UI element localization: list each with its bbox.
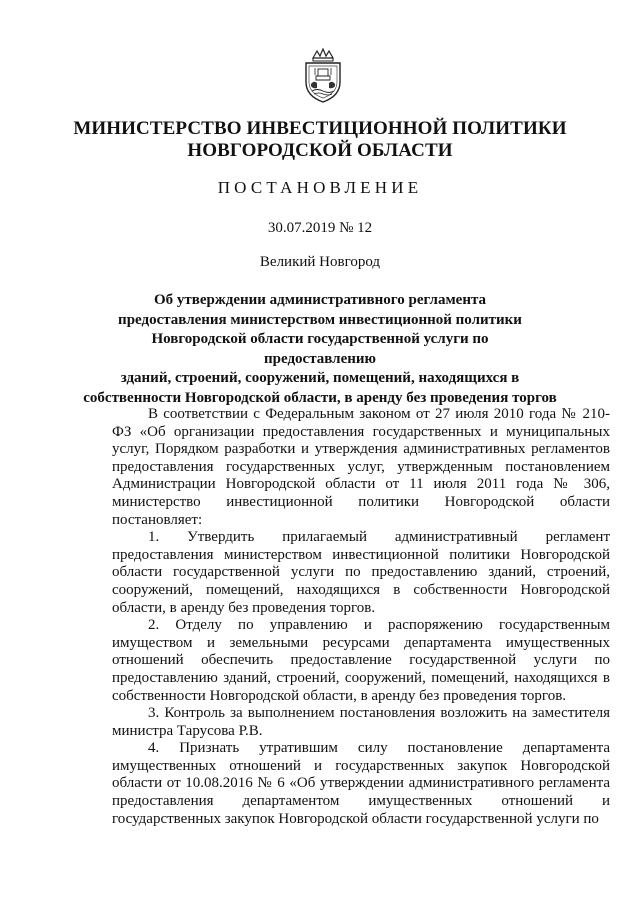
title-line4: зданий, строений, сооружений, помещений, находящихся в — [120, 370, 520, 386]
preamble-paragraph: В соответствии с Федеральным законом от 27 июля 2010 года № 210-ФЗ «Об организации предоставления государственных и муниципальных услуг, Порядком разработки и утверждения административных регламентов предоставления государственных услуг, утвержденным постановлением Администрации Новгородской области от 11 июля 2011 года № 306, министерство инвестиционной политики Новгородской области постановляет: — [112, 406, 610, 528]
ministry-name — [60, 118, 580, 162]
document-type-heading: ПОСТАНОВЛЕНИЕ — [217, 178, 423, 197]
clause-3-paragraph: 3. Контроль за выполнением постановления возложить на заместителя министра Тарусова Р.В. — [112, 705, 610, 739]
novgorod-coat-of-arms-icon — [300, 48, 346, 104]
title-line1: Об утверждении административного регламента — [153, 292, 487, 308]
document-date-number: 30.07.2019 № 12 — [267, 220, 373, 236]
title-line3: Новгородской области государственной услуги по предоставлению — [151, 331, 489, 367]
document-city: Великий Новгород — [259, 254, 381, 270]
clause-1-paragraph: 1. Утвердить прилагаемый административный регламент предоставления министерством инвестиционной политики Новгородской области государственной услуги по предоставлению зданий, строений, сооружений, помещений, находящихся в собственности Новгородской области, в аренду без проведения торгов. — [112, 529, 610, 616]
title-line2: предоставления министерством инвестиционной политики — [118, 311, 522, 328]
title-line5: собственности Новгородской области, в аренду без проведения торгов — [83, 389, 557, 406]
clause-4-paragraph: 4. Признать утратившим силу постановление департамента имущественных отношений и государственных закупок Новгородской области от 10.08.2016 № 6 «Об утверждении административного регламента предоставления департаментом имущественных отношений и государственных закупок Новгородской области государственной услуги по — [112, 740, 610, 827]
ministry-name-line2: НОВГОРОДСКОЙ ОБЛАСТИ — [187, 140, 453, 161]
ministry-name-line1: МИНИСТЕРСТВО ИНВЕСТИЦИОННОЙ ПОЛИТИКИ — [73, 118, 567, 139]
clause-2-paragraph: 2. Отделу по управлению и распоряжению государственным имуществом и земельными ресурсами департамента имущественных отношений обеспечить предоставление государственной услуги по предоставлению зданий, строений, сооружений, помещений, находящихся в собственности Новгородской области, в аренду без проведения торгов. — [112, 617, 610, 704]
document-body — [112, 406, 610, 828]
document-title — [83, 291, 557, 408]
